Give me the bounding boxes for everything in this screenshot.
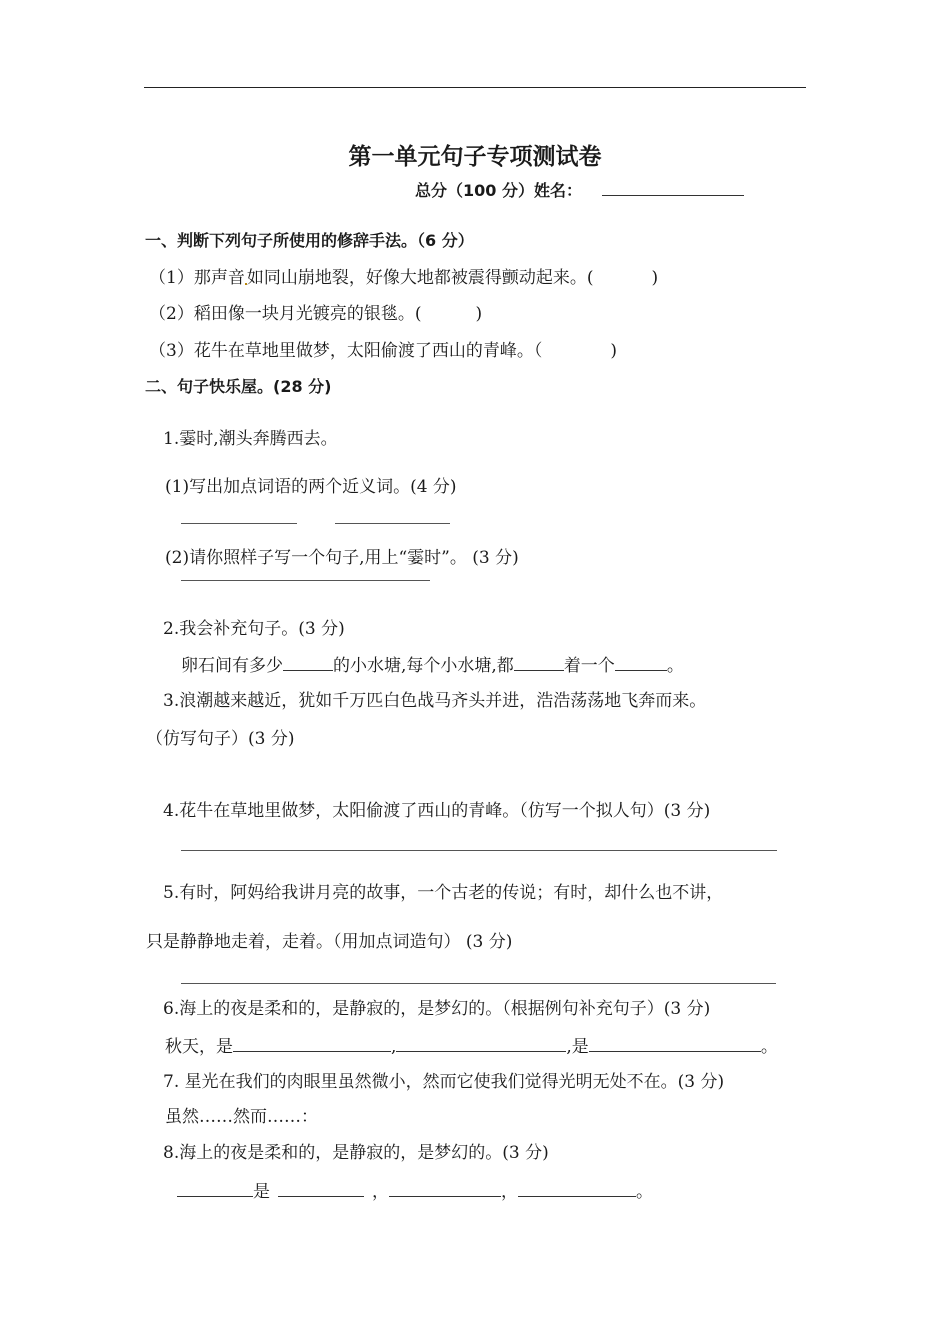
s1-item-1: （1）那声音 如同山崩地裂，好像大地都被震得颤动起来。( ): [149, 268, 659, 288]
section1-heading: 一、判断下列句子所使用的修辞手法。（6 分）: [145, 231, 474, 250]
q5-cont: 只是静静地走着，走着。（用加点词造句） (3 分): [146, 932, 513, 952]
q1-answer-line-3[interactable]: [181, 580, 430, 581]
q1-answer-line-1[interactable]: [181, 523, 297, 524]
q8-blank-3[interactable]: [389, 1180, 501, 1197]
section2-heading: 二、句子快乐屋。(28 分): [145, 377, 332, 396]
q2-blank-1[interactable]: [283, 654, 333, 671]
s1-item-2: （2）稻田像一块月光镀亮的银毯。( ): [149, 304, 483, 324]
q7-cue: 虽然……然而……：: [165, 1107, 318, 1127]
q8-blank-4[interactable]: [518, 1180, 636, 1197]
q2-fill-line: 卵石间有多少 的小水塘,每个小水塘,都 着一个 。: [181, 656, 684, 676]
header-rule: [144, 87, 806, 88]
q6-blank-3[interactable]: [589, 1035, 761, 1052]
score-label: 总分（100 分）姓名：: [415, 181, 582, 200]
q4-answer-line[interactable]: [181, 850, 777, 851]
q1-sub1: (1)写出加点词语的两个近义词。(4 分): [165, 477, 457, 497]
q5-stem: 5.有时，阿妈给我讲月亮的故事，一个古老的传说；有时，却什么也不讲，: [163, 883, 724, 903]
q1-sub2: (2)请你照样子写一个句子,用上“霎时”。 (3 分): [165, 548, 519, 568]
score-name-line: [415, 179, 744, 202]
q2-blank-3[interactable]: [615, 654, 667, 671]
s1-item-3: （3）花牛在草地里做梦，太阳偷渡了西山的青峰。（ ): [149, 341, 617, 361]
q2-stem: 2.我会补充句子。(3 分): [163, 619, 345, 639]
q6-blank-2[interactable]: [396, 1035, 566, 1052]
q6-blank-1[interactable]: [233, 1035, 391, 1052]
q1-answer-line-2[interactable]: [335, 523, 450, 524]
q6-stem: 6.海上的夜是柔和的，是静寂的，是梦幻的。（根据例句补充句子）(3 分): [163, 999, 711, 1019]
q6-fill-line: 秋天，是 , ,是 。: [165, 1037, 778, 1057]
q4-stem: 4.花牛在草地里做梦，太阳偷渡了西山的青峰。（仿写一个拟人句）(3 分): [163, 801, 711, 821]
q7-stem: 7. 星光在我们的肉眼里虽然微小，然而它使我们觉得光明无处不在。(3 分): [163, 1072, 725, 1092]
q1-stem: 1.霎时,潮头奔腾西去。: [163, 429, 338, 449]
q3-note: （仿写句子）(3 分): [146, 729, 295, 749]
q2-blank-2[interactable]: [514, 654, 564, 671]
q5-answer-line[interactable]: [181, 983, 776, 984]
q8-blank-1[interactable]: [177, 1180, 253, 1197]
q8-stem: 8.海上的夜是柔和的，是静寂的，是梦幻的。(3 分): [163, 1143, 549, 1163]
q8-blank-2[interactable]: [278, 1180, 364, 1197]
name-blank[interactable]: [602, 179, 744, 196]
q3-stem: 3.浪潮越来越近，犹如千万匹白色战马齐头并进，浩浩荡荡地飞奔而来。: [163, 691, 707, 711]
q8-fill-line: 是 ， ， 。: [177, 1180, 653, 1203]
page-title: 第一单元句子专项测试卷: [348, 144, 602, 170]
